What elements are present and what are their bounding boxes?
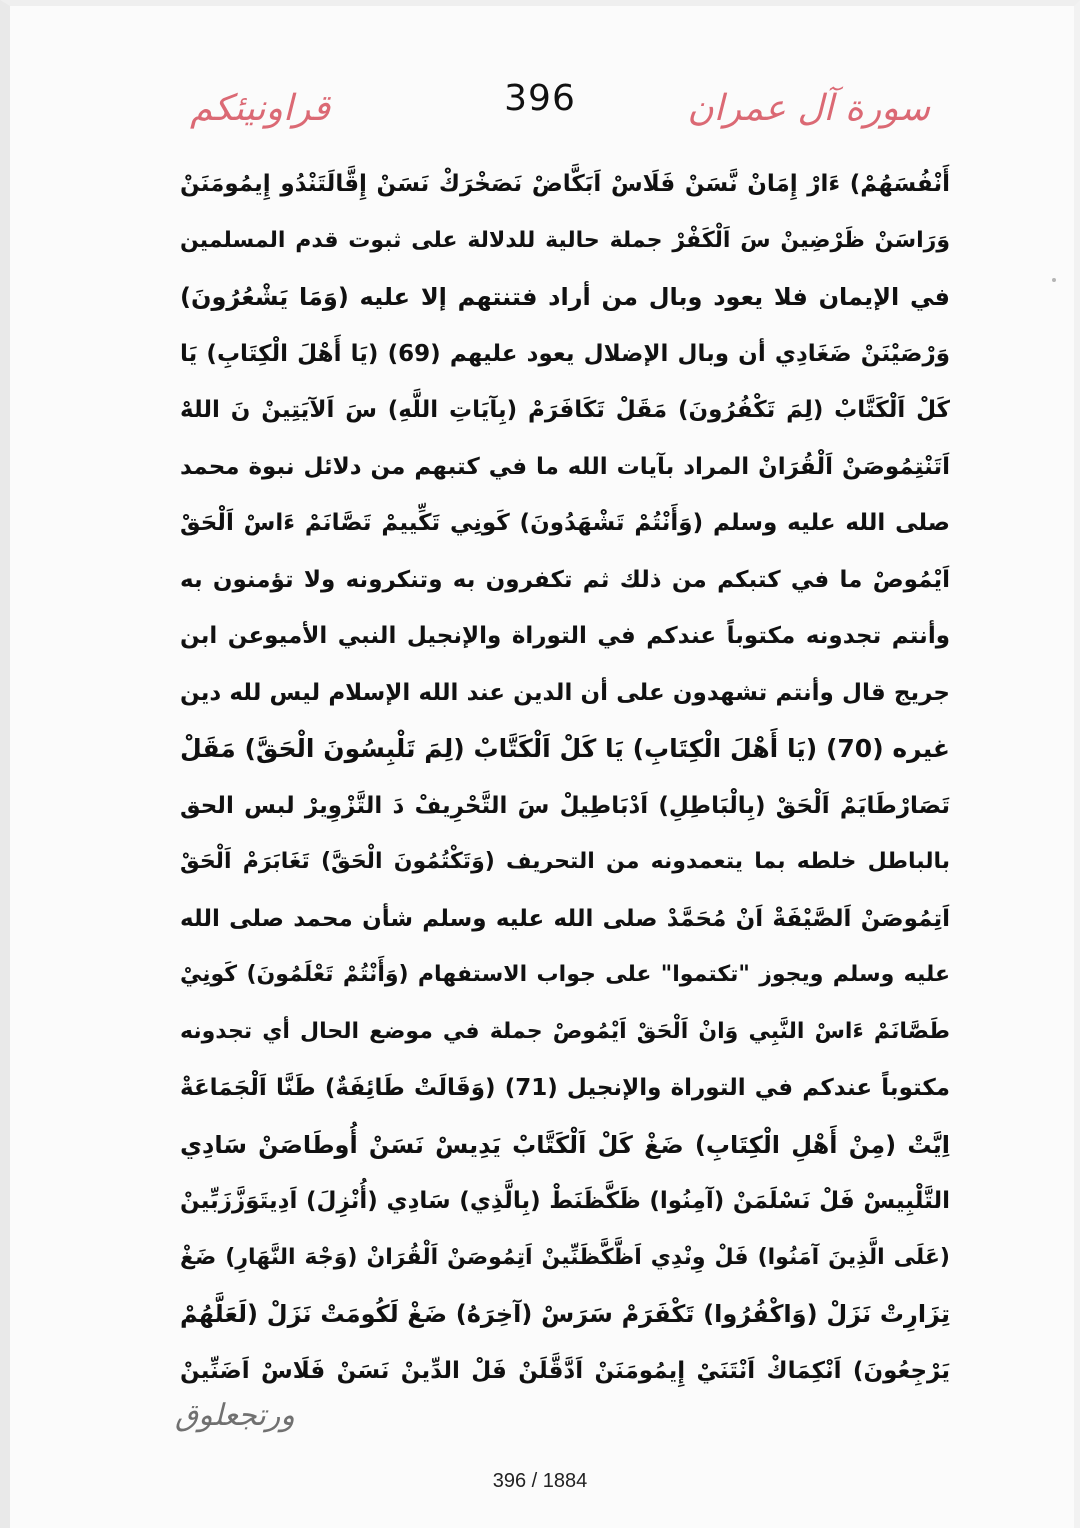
text-line: أَنْفُسَهُمْ) ءَارْ إِمَانْ نَّسَنْ فَلَاسْ اَبَكَّاضْ نَصَخْرَكْ نَسَنْ إِقَّالَتَنْدُو إِيمُومَنَنْ <box>180 171 950 197</box>
text-line: طَصَّانَمْ ءَاسْ النَّبِي وَانْ اَلْحَقْ اَيْمُوصْ جملة في موضع الحال أي تجدونه <box>180 1018 950 1044</box>
text-line: عليه وسلم ويجوز "تكتموا" على جواب الاستفهام (وَأَنْتُمْ تَعْلَمُونَ) كَونِيْ <box>180 962 950 987</box>
text-line: في الإيمان فلا يعود وبال من أراد فتنتهم إلا عليه (وَمَا يَشْعُرُونَ) <box>180 283 950 311</box>
text-line: يَرْجِعُونَ) اَنْكِمَاكْ اَنْتَنَيْ إِيمُومَنَنْ اَدَّقَّلَنْ فَلْ الدِّينْ نَسَنْ فَلَاسْ اَضَنِّينْ <box>180 1357 950 1384</box>
text-line: مكتوباً عندكم في التوراة والإنجيل (71) (وَقَالَتْ طَائِفَةٌ) طَنَّا اَلْجَمَاعَةْ <box>180 1075 950 1101</box>
handwritten-surah-title: سورة آل عمران <box>687 88 930 129</box>
handwritten-catchword: ورتجعلوق <box>175 1398 295 1433</box>
text-line: اَتِمُوصَنْ اَلصَّيْفَةْ اَنْ مُحَمَّدْ صلى الله عليه وسلم شأن محمد صلى الله <box>180 905 950 932</box>
text-line: تِزَارِتْ نَزَلْ (وَاكْفُرُوا) تَكْفَرَمْ سَرَسْ (آخِرَهُ) ضَغْ لَكُومَتْ نَزَلْ (لَعَلَّهُمْ <box>180 1300 950 1328</box>
scan-speck <box>1052 278 1056 282</box>
text-line: (عَلَى الَّذِينَ آمَنُوا) فَلْ وِنْدِي اَظَّكَّظَنِّينْ اَتِمُوصَنْ اَلْقُرَانْ (وَجْهَ النَّهَارِ) ضَغْ <box>180 1244 950 1270</box>
text-line: بالباطل خلطه بما يتعمدونه من التحريف (وَتَكْتُمُونَ الْحَقَّ) تَغَابَرَمْ اَلْحَقْ <box>180 849 950 874</box>
text-line: اَيْمُوصْ ما في كتبكم من ذلك ثم تكفرون به وتنكرونه ولا تؤمنون به <box>180 566 950 593</box>
main-text-block <box>180 156 950 1399</box>
text-line: اِيَّتْ (مِنْ أَهْلِ الْكِتَابِ) ضَغْ كَلْ اَلْكَتَّابْ يَدِيسْ نَسَنْ أُوطَاصَنْ سَادِي <box>180 1130 950 1159</box>
text-line: التَّلْبِيسْ فَلْ نَسْلَمَنْ (آمِنُوا) ظَكَّظَنَطْ (بِالَّذِي) سَادِي (أُنْزِلَ) اَدِيتَوَزَّزَبِّينْ <box>180 1188 950 1214</box>
text-line: تَصَارْطَايَمْ اَلْحَقْ (بِالْبَاطِلِ) اَدْبَاطِيلْ سَ التَّحْرِيفْ دَ التَّزْوِيرْ لبس الحق <box>180 792 950 819</box>
text-line: وَرَاسَنْ ظَرْضِينْ سَ اَلْكَفْرْ جملة حالية للدلالة على ثبوت قدم المسلمين <box>180 227 950 253</box>
page-number: 396 <box>504 78 576 119</box>
text-line: وَرْصَيْنَنْ ضَغَادِي أن وبال الإضلال يعود عليهم (69) (يَا أَهْلَ الْكِتَابِ) يَا <box>180 340 950 367</box>
text-line: اَتَنْتِمُوصَنْ اَلْقُرَانْ المراد بآيات الله ما في كتبهم من دلائل نبوة محمد <box>180 453 950 480</box>
text-line: جريج قال وأنتم تشهدون على أن الدين عند الله الإسلام ليس لله دين <box>180 679 950 706</box>
page-pagination: 396 / 1884 <box>492 1470 588 1492</box>
text-line: غيره (70) (يَا أَهْلَ الْكِتَابِ) يَا كَلْ اَلْكَتَّابْ (لِمَ تَلْبِسُونَ الْحَقَّ) مَقَلْ <box>180 734 950 763</box>
text-line: كَلْ اَلْكَتَّابْ (لِمَ تَكْفُرُونَ) مَقَلْ تَكَافَرَمْ (بِآيَاتِ اللَّهِ) سَ اَلآيَتِينْ نَ اللهْ <box>180 397 950 423</box>
handwritten-note-left: قراونيئكم <box>190 88 331 129</box>
text-line: صلى الله عليه وسلم (وَأَنْتُمْ تَشْهَدُونَ) كَونِي تَكِّييمْ تَصَّانَمْ ءَاسْ اَلْحَقْ <box>180 510 950 536</box>
text-line: وأنتم تجدونه مكتوباً عندكم في التوراة والإنجيل النبي الأميوعن ابن <box>180 623 950 649</box>
